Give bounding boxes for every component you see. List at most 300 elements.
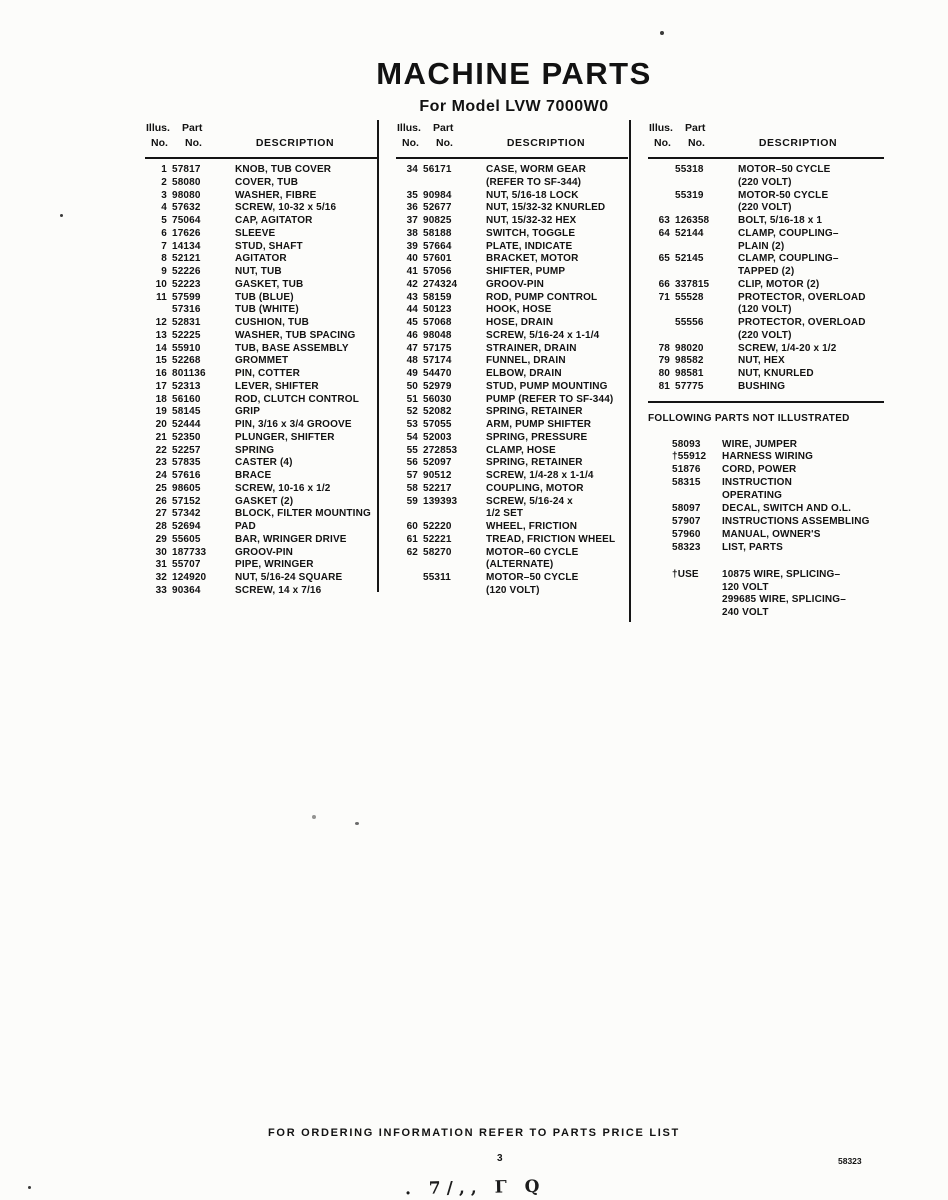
description-line: NUT, 15/32-32 HEX bbox=[486, 215, 577, 226]
table-row bbox=[396, 343, 628, 356]
illus-no: 51 bbox=[406, 393, 418, 405]
parts-column-3 bbox=[648, 121, 884, 620]
table-row bbox=[145, 559, 377, 572]
column-header-1 bbox=[145, 121, 377, 159]
column-divider-1 bbox=[377, 120, 379, 592]
part-no: 90364 bbox=[172, 584, 201, 596]
part-no: 57316 bbox=[172, 304, 201, 316]
table-row bbox=[145, 317, 377, 330]
description-line: COUPLING, MOTOR bbox=[486, 482, 584, 494]
header-illus-label: Illus. bbox=[649, 122, 673, 134]
description bbox=[235, 419, 377, 432]
description bbox=[486, 496, 628, 522]
description bbox=[235, 585, 377, 598]
part-no: 57152 bbox=[172, 495, 201, 507]
description-line: SCREW, 5/16-24 x 1-1/4 bbox=[486, 329, 600, 341]
description bbox=[235, 368, 377, 381]
description bbox=[722, 503, 884, 516]
description-line: CLIP, MOTOR (2) bbox=[738, 278, 820, 290]
table-row bbox=[396, 483, 628, 496]
table-row bbox=[396, 355, 628, 368]
description bbox=[235, 534, 377, 547]
description-line: (220 VOLT) bbox=[738, 202, 792, 214]
table-row bbox=[396, 457, 628, 470]
part-no: 58080 bbox=[172, 176, 201, 188]
table-row bbox=[648, 190, 884, 216]
part-no: 57960 bbox=[672, 528, 701, 540]
part-no: 55311 bbox=[423, 572, 452, 583]
description-line: BRACKET, MOTOR bbox=[486, 253, 579, 265]
illus-no bbox=[648, 164, 670, 190]
description bbox=[722, 451, 884, 464]
part-no: 90984 bbox=[423, 189, 452, 201]
table-row bbox=[396, 572, 628, 598]
description-line: 240 VOLT bbox=[722, 607, 769, 619]
description bbox=[235, 177, 377, 190]
description bbox=[235, 381, 377, 394]
description-line: NUT, KNURLED bbox=[738, 368, 814, 379]
illus-no: 32 bbox=[155, 572, 167, 583]
list-item bbox=[648, 451, 884, 464]
description bbox=[738, 164, 884, 190]
description bbox=[738, 253, 884, 279]
illus-no: 31 bbox=[155, 559, 167, 571]
illus-no: 80 bbox=[658, 368, 670, 379]
table-row bbox=[145, 432, 377, 445]
description bbox=[235, 547, 377, 560]
illus-no: 16 bbox=[155, 368, 167, 379]
part-no: 56030 bbox=[423, 393, 452, 405]
illus-no: 19 bbox=[155, 406, 167, 418]
table-row bbox=[145, 228, 377, 241]
list-item bbox=[648, 439, 884, 452]
description-line: GRIP bbox=[235, 406, 261, 418]
description bbox=[738, 292, 884, 318]
illus-no: 3 bbox=[161, 189, 167, 201]
description-line: BUSHING bbox=[738, 380, 786, 392]
description-line: CLAMP, COUPLING– bbox=[738, 227, 839, 239]
description-line: (220 VOLT) bbox=[738, 329, 792, 341]
table-row bbox=[396, 202, 628, 215]
part-no: 55707 bbox=[172, 559, 201, 571]
description-line: TUB, BASE ASSEMBLY bbox=[235, 342, 349, 354]
part-no: 57601 bbox=[423, 253, 452, 265]
illus-no: 7 bbox=[161, 240, 167, 252]
description bbox=[235, 572, 377, 585]
part-no: 57664 bbox=[423, 240, 452, 252]
page-subtitle: For Model LVW 7000W0 bbox=[419, 98, 609, 115]
description-line: PLATE, INDICATE bbox=[486, 240, 573, 252]
description bbox=[235, 521, 377, 534]
description-line: SWITCH, TOGGLE bbox=[486, 227, 576, 239]
table-row bbox=[648, 355, 884, 368]
part-no: 50123 bbox=[423, 304, 452, 316]
description-line: STRAINER, DRAIN bbox=[486, 342, 577, 354]
description bbox=[722, 542, 884, 555]
description bbox=[738, 279, 884, 292]
description-line: TAPPED (2) bbox=[738, 266, 795, 277]
header-part-label: Part bbox=[182, 122, 203, 134]
table-row bbox=[396, 241, 628, 254]
illus-no: 41 bbox=[406, 266, 418, 277]
description bbox=[235, 292, 377, 305]
illus-no: 15 bbox=[155, 355, 167, 367]
description bbox=[486, 432, 628, 445]
description-line: SCREW, 1/4-20 x 1/2 bbox=[738, 342, 837, 354]
illus-no: 11 bbox=[156, 291, 167, 303]
part-no: 52226 bbox=[172, 266, 201, 277]
illus-no: 63 bbox=[658, 215, 670, 226]
description bbox=[486, 279, 628, 292]
header-no-label: No. bbox=[654, 137, 671, 149]
description-line: MOTOR–50 CYCLE bbox=[486, 572, 579, 583]
part-no: †55912 bbox=[672, 451, 707, 463]
table-row bbox=[648, 343, 884, 356]
description bbox=[235, 164, 377, 177]
scan-speck bbox=[355, 822, 359, 825]
part-no: 90512 bbox=[423, 470, 452, 481]
illus-no: 2 bbox=[161, 176, 167, 188]
illus-no: 13 bbox=[155, 329, 167, 341]
part-no: 57835 bbox=[172, 457, 201, 469]
illus-no: 26 bbox=[155, 495, 167, 507]
description bbox=[235, 279, 377, 292]
description-line: PIN, COTTER bbox=[235, 368, 300, 379]
description bbox=[486, 292, 628, 305]
table-row bbox=[145, 534, 377, 547]
description-line: LIST, PARTS bbox=[722, 541, 783, 553]
illus-no: 44 bbox=[406, 304, 418, 316]
description-line: STUD, SHAFT bbox=[235, 240, 303, 252]
table-row bbox=[396, 432, 628, 445]
header-no-label: No. bbox=[185, 137, 202, 149]
description bbox=[486, 164, 628, 190]
part-no: 52003 bbox=[423, 431, 452, 443]
part-no: 54470 bbox=[423, 368, 452, 379]
description bbox=[722, 516, 884, 529]
table-row bbox=[145, 279, 377, 292]
part-no: †USE bbox=[672, 568, 699, 580]
description-line: 120 VOLT bbox=[722, 581, 769, 593]
part-no: 57907 bbox=[672, 515, 701, 527]
description bbox=[486, 381, 628, 394]
description bbox=[738, 228, 884, 254]
description-line: GASKET (2) bbox=[235, 495, 294, 507]
illus-no: 1 bbox=[161, 164, 167, 175]
table-row bbox=[145, 266, 377, 279]
description-line: NUT, 15/32-32 KNURLED bbox=[486, 202, 606, 214]
not-illustrated-rows bbox=[648, 439, 884, 555]
table-row bbox=[648, 368, 884, 381]
illus-no: 12 bbox=[155, 317, 167, 328]
description-line: 1/2 SET bbox=[486, 508, 524, 520]
description-line: PLUNGER, SHIFTER bbox=[235, 431, 335, 443]
illus-no: 24 bbox=[155, 470, 167, 481]
part-no: 124920 bbox=[172, 572, 207, 583]
part-no: 14134 bbox=[172, 240, 201, 252]
description bbox=[235, 266, 377, 279]
part-no: 58159 bbox=[423, 291, 452, 303]
table-row bbox=[396, 406, 628, 419]
description-line: NUT, 5/16-24 SQUARE bbox=[235, 572, 343, 583]
table-row bbox=[396, 330, 628, 343]
description bbox=[235, 330, 377, 343]
description bbox=[235, 215, 377, 228]
part-no: 55556 bbox=[675, 317, 704, 328]
description bbox=[235, 496, 377, 509]
description bbox=[722, 464, 884, 477]
part-no: 57056 bbox=[423, 266, 452, 277]
table-row bbox=[145, 381, 377, 394]
description-line: GROMMET bbox=[235, 355, 289, 367]
description bbox=[738, 355, 884, 368]
header-illus-label: Illus. bbox=[146, 122, 170, 134]
part-no: 55319 bbox=[675, 189, 704, 201]
table-row bbox=[145, 406, 377, 419]
list-item bbox=[648, 569, 884, 621]
illus-no: 45 bbox=[406, 317, 418, 328]
illus-no: 25 bbox=[155, 482, 167, 494]
list-item bbox=[648, 516, 884, 529]
description bbox=[486, 445, 628, 458]
part-no: 57599 bbox=[172, 291, 201, 303]
description bbox=[486, 355, 628, 368]
parts-column-1 bbox=[145, 121, 377, 598]
illus-no: 61 bbox=[406, 533, 418, 545]
list-item bbox=[648, 529, 884, 542]
part-no: 337815 bbox=[675, 278, 710, 290]
description-line: ROD, PUMP CONTROL bbox=[486, 291, 598, 303]
table-row bbox=[396, 534, 628, 547]
list-item bbox=[648, 542, 884, 555]
illus-no: 55 bbox=[406, 444, 418, 456]
description-line: 10875 WIRE, SPLICING– bbox=[722, 568, 841, 580]
description-line: AGITATOR bbox=[235, 253, 287, 265]
description-line: BLOCK, FILTER MOUNTING bbox=[235, 508, 371, 520]
description-line: SPRING, PRESSURE bbox=[486, 431, 588, 443]
description-line: CORD, POWER bbox=[722, 464, 797, 476]
parts-rows-1 bbox=[145, 163, 377, 598]
table-row bbox=[396, 228, 628, 241]
header-no-label: No. bbox=[402, 137, 419, 149]
part-no: 187733 bbox=[172, 546, 207, 558]
table-row bbox=[145, 330, 377, 343]
illus-no: 8 bbox=[161, 253, 167, 265]
description bbox=[722, 439, 884, 452]
description bbox=[722, 569, 884, 621]
description-line: FUNNEL, DRAIN bbox=[486, 355, 566, 367]
description-line: WHEEL, FRICTION bbox=[486, 521, 578, 532]
description-line: PAD bbox=[235, 521, 256, 532]
part-no: 55318 bbox=[675, 164, 704, 175]
table-row bbox=[396, 190, 628, 203]
illus-no bbox=[648, 190, 670, 216]
table-row bbox=[396, 292, 628, 305]
description-line: SHIFTER, PUMP bbox=[486, 266, 566, 277]
description-line: OPERATING bbox=[722, 490, 783, 502]
part-no: 58188 bbox=[423, 227, 452, 239]
illus-no bbox=[648, 317, 670, 343]
table-row bbox=[396, 368, 628, 381]
part-no: 58323 bbox=[672, 541, 701, 553]
illus-no: 30 bbox=[155, 546, 167, 558]
description-line: SPRING, RETAINER bbox=[486, 457, 583, 469]
description-line: HOSE, DRAIN bbox=[486, 317, 554, 328]
part-no: 58315 bbox=[672, 477, 701, 489]
part-no: 57342 bbox=[172, 508, 201, 520]
illus-no: 48 bbox=[406, 355, 418, 367]
table-row bbox=[396, 215, 628, 228]
part-no: 52831 bbox=[172, 317, 201, 328]
description bbox=[486, 202, 628, 215]
description bbox=[486, 457, 628, 470]
part-no: 52225 bbox=[172, 329, 201, 341]
description bbox=[486, 547, 628, 573]
description-line: TREAD, FRICTION WHEEL bbox=[486, 533, 616, 545]
description bbox=[235, 241, 377, 254]
illus-no: 21 bbox=[155, 431, 167, 443]
description bbox=[235, 457, 377, 470]
table-row bbox=[396, 496, 628, 522]
table-row bbox=[145, 177, 377, 190]
description bbox=[235, 190, 377, 203]
illus-no: 36 bbox=[406, 202, 418, 214]
description bbox=[738, 215, 884, 228]
illus-no: 62 bbox=[406, 546, 418, 558]
description-line: (ALTERNATE) bbox=[486, 559, 554, 571]
illus-no: 46 bbox=[406, 329, 418, 341]
part-no: 52144 bbox=[675, 227, 704, 239]
description bbox=[235, 355, 377, 368]
table-row bbox=[145, 457, 377, 470]
illus-no: 10 bbox=[155, 278, 167, 290]
description bbox=[235, 508, 377, 521]
description-line: CASE, WORM GEAR bbox=[486, 164, 587, 175]
description bbox=[486, 228, 628, 241]
illus-no: 42 bbox=[406, 278, 418, 290]
header-description-label: DESCRIPTION bbox=[255, 137, 335, 149]
description bbox=[486, 304, 628, 317]
part-no: 52979 bbox=[423, 380, 452, 392]
part-no: 57632 bbox=[172, 202, 201, 214]
header-part-label: Part bbox=[433, 122, 454, 134]
table-row bbox=[145, 164, 377, 177]
table-row bbox=[648, 279, 884, 292]
part-no: 90825 bbox=[423, 215, 452, 226]
part-no: 57055 bbox=[423, 419, 452, 430]
illus-no: 66 bbox=[658, 278, 670, 290]
table-row bbox=[396, 470, 628, 483]
description bbox=[486, 406, 628, 419]
parts-rows-3 bbox=[648, 163, 884, 394]
description bbox=[486, 190, 628, 203]
illus-no: 50 bbox=[406, 380, 418, 392]
header-part-label: Part bbox=[685, 122, 706, 134]
description-line: PUMP (REFER TO SF-344) bbox=[486, 393, 614, 405]
description-line: STUD, PUMP MOUNTING bbox=[486, 380, 608, 392]
table-row bbox=[145, 508, 377, 521]
doc-number: 58323 bbox=[838, 1156, 862, 1166]
description-line: HOOK, HOSE bbox=[486, 304, 552, 316]
description bbox=[738, 381, 884, 394]
description bbox=[486, 215, 628, 228]
part-no: 56171 bbox=[423, 164, 452, 175]
description-line: TUB (WHITE) bbox=[235, 304, 299, 316]
description-line: LEVER, SHIFTER bbox=[235, 380, 319, 392]
scan-speck bbox=[660, 31, 664, 35]
table-row bbox=[145, 202, 377, 215]
illus-no: 47 bbox=[406, 342, 418, 354]
description-line: INSTRUCTION bbox=[722, 477, 792, 489]
part-no: 52145 bbox=[675, 253, 704, 265]
illus-no: 28 bbox=[155, 521, 167, 532]
description-line: KNOB, TUB COVER bbox=[235, 164, 332, 175]
part-no: 98581 bbox=[675, 368, 704, 379]
column-header-3 bbox=[648, 121, 884, 159]
table-row bbox=[396, 253, 628, 266]
table-row bbox=[145, 304, 377, 317]
description-line: GASKET, TUB bbox=[235, 278, 304, 290]
description-line: WIRE, JUMPER bbox=[722, 438, 798, 450]
illus-no: 60 bbox=[406, 521, 418, 532]
description bbox=[486, 534, 628, 547]
description-line: GROOV-PIN bbox=[235, 546, 294, 558]
description bbox=[738, 343, 884, 356]
not-illustrated-heading: FOLLOWING PARTS NOT ILLUSTRATED bbox=[648, 412, 850, 424]
description bbox=[486, 253, 628, 266]
description-line: CLAMP, COUPLING– bbox=[738, 253, 839, 265]
description bbox=[235, 253, 377, 266]
illus-no: 57 bbox=[406, 470, 418, 481]
description bbox=[235, 317, 377, 330]
description-line: SPRING bbox=[235, 444, 275, 456]
illus-no: 38 bbox=[406, 227, 418, 239]
description bbox=[486, 470, 628, 483]
table-row bbox=[396, 445, 628, 458]
description-line: (REFER TO SF-344) bbox=[486, 176, 582, 188]
illus-no: 78 bbox=[658, 342, 670, 354]
description bbox=[486, 521, 628, 534]
table-row bbox=[396, 419, 628, 432]
column-divider-2 bbox=[629, 120, 631, 622]
description-line: ELBOW, DRAIN bbox=[486, 368, 562, 379]
table-row bbox=[145, 190, 377, 203]
table-row bbox=[145, 394, 377, 407]
description bbox=[738, 368, 884, 381]
description-line: NUT, HEX bbox=[738, 355, 785, 367]
description bbox=[722, 477, 884, 503]
header-no-label: No. bbox=[688, 137, 705, 149]
part-no: 75064 bbox=[172, 215, 201, 226]
illus-no: 81 bbox=[658, 380, 670, 392]
ordering-note: FOR ORDERING INFORMATION REFER TO PARTS PRICE LIST bbox=[268, 1127, 680, 1139]
description bbox=[235, 445, 377, 458]
description bbox=[235, 228, 377, 241]
header-illus-label: Illus. bbox=[397, 122, 421, 134]
part-no: 126358 bbox=[675, 215, 710, 226]
part-no: 52082 bbox=[423, 406, 452, 418]
description-line: ARM, PUMP SHIFTER bbox=[486, 419, 592, 430]
table-row bbox=[396, 164, 628, 190]
part-no: 58145 bbox=[172, 406, 201, 418]
table-row bbox=[145, 470, 377, 483]
description-line: PROTECTOR, OVERLOAD bbox=[738, 291, 866, 303]
part-no: 56160 bbox=[172, 393, 201, 405]
page-title: MACHINE PARTS bbox=[376, 56, 652, 91]
table-row bbox=[145, 419, 377, 432]
description-line: SLEEVE bbox=[235, 227, 276, 239]
illus-no: 43 bbox=[406, 291, 418, 303]
